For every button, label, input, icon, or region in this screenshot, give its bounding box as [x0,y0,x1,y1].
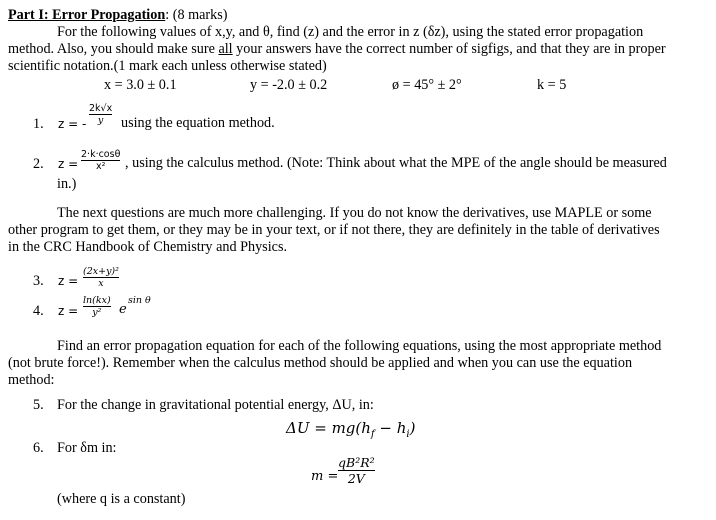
value-k: k = 5 [537,77,567,93]
q4-denominator: y² [92,307,102,318]
intro-line-2-post: your answers have the correct number of sigfigs, and that they are in proper [232,41,666,57]
part-heading [8,7,228,24]
q6-fraction [338,455,375,486]
intro-line-2-pre: method. Also, you should make sure [8,41,219,57]
q4-lhs: z = [58,304,79,318]
q4-fraction [83,295,111,318]
value-x: x = 3.0 ± 0.1 [104,77,177,93]
q1-text: using the equation method. [121,115,275,131]
q2-denominator: x² [95,161,106,172]
value-phi: ø = 45° ± 2° [392,77,462,93]
q4-exp-base: e [119,302,127,317]
q3-number: 3. [33,273,44,289]
q1-number: 1. [33,116,44,132]
q1-numerator: 2k√x [89,103,113,114]
q1-denominator: y [97,115,104,126]
q1-fraction [89,103,112,126]
q5-equation: $\Delta U = mg(h_f - h_i)$ [286,419,416,440]
q4-number: 4. [33,303,44,319]
q2-number: 2. [33,156,44,172]
q6-number: 6. [33,440,44,456]
q5-number: 5. [33,397,44,413]
propagation-line-3: method: [8,372,55,388]
q3-numerator: (2x+y)² [83,266,119,277]
intro-all-emphasis: all [218,41,233,57]
q4-numerator: ln(kx) [83,295,111,306]
value-y: y = -2.0 ± 0.2 [250,77,328,93]
propagation-line-1: Find an error propagation equation for each of the following equations, using the most appropriate method [57,338,662,354]
intro-line-3: scientific notation.(1 mark each unless otherwise stated) [8,58,327,74]
q6-denominator: 2V [347,471,365,486]
intro-line-2 [8,41,666,58]
propagation-line-2: (not brute force!). Remember when the calculus method should be applied and when you can use the equation [8,355,633,371]
q5-text: For the change in gravitational potential energy, ΔU, in: [57,397,374,413]
q6-lhs: m = [311,469,339,484]
q2-numerator: 2·k·cosθ [81,149,121,160]
q6-numerator: qB²R² [338,455,375,470]
marks-label: : (8 marks) [165,7,228,23]
challenge-line-3: in the CRC Handbook of Chemistry and Physics. [8,239,288,255]
q2-fraction [81,149,120,172]
q2-continuation: in.) [57,176,77,192]
q3-lhs: z = [58,274,79,288]
intro-line-1: For the following values of x,y, and θ, find (z) and the error in z (δz), using the stated error propagation [57,24,644,40]
q6-note: (where q is a constant) [57,491,186,507]
challenge-line-1: The next questions are much more challenging. If you do not know the derivatives, use MAPLE or some [57,205,652,221]
part-title: Part I: Error Propagation [8,7,166,23]
challenge-line-2: other program to get them, or they may be in your text, or if not there, they are definitely in the table of derivatives [8,222,660,238]
q3-denominator: x [98,278,104,289]
q1-lhs: z = - [58,117,87,131]
q2-lhs: z = [58,157,79,171]
q4-exp-superscript: sin θ [128,295,151,306]
q6-text: For δm in: [57,440,117,456]
q3-fraction [83,266,119,289]
q2-text: , using the calculus method. (Note: Think about what the MPE of the angle should be measured [125,155,667,171]
